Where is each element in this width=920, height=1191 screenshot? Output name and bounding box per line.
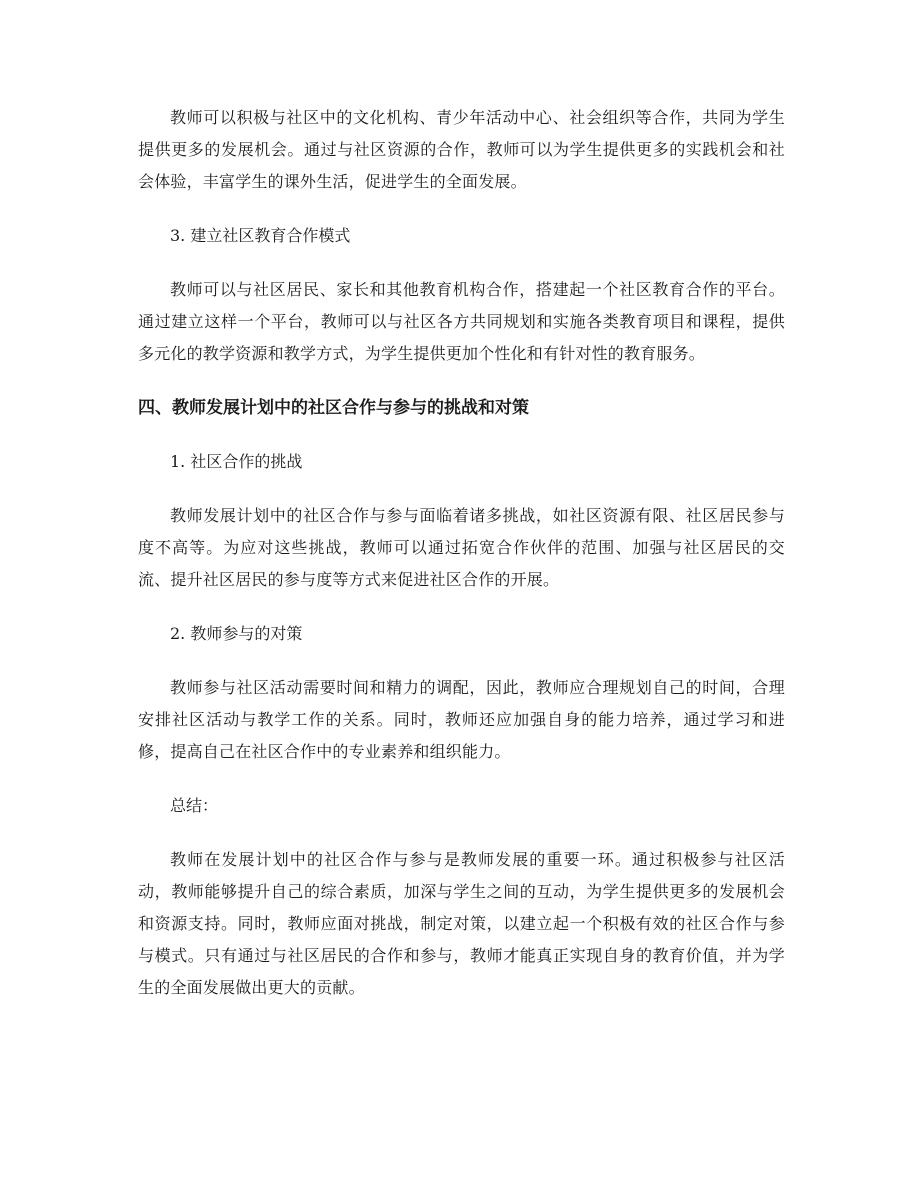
summary-label: 总结： <box>170 796 219 815</box>
paragraph-challenges: 教师发展计划中的社区合作与参与面临着诸多挑战，如社区资源有限、社区居民参与度不高等。为应对这些挑战，教师可以通过拓宽合作伙伴的范围、加强与社区居民的交流、提升社区居民的参与度等方式来促进社区合作的开展。 <box>138 506 785 589</box>
section-heading-4: 四、教师发展计划中的社区合作与参与的挑战和对策 <box>138 398 529 418</box>
paragraph-summary: 教师在发展计划中的社区合作与参与是教师发展的重要一环。通过积极参与社区活动，教师能够提升自己的综合素质，加深与学生之间的互动，为学生提供更多的发展机会和资源支持。同时，教师应面对挑战，制定对策，以建立起一个积极有效的社区合作与参与模式。只有通过与社区居民的合作和参与，教师才能真正实现自身的教育价值，并为学生的全面发展做出更大的贡献。 <box>138 850 785 997</box>
subheading-1: 1. 社区合作的挑战 <box>170 452 303 471</box>
subheading-3: 3. 建立社区教育合作模式 <box>170 226 351 245</box>
subheading-2: 2. 教师参与的对策 <box>170 624 303 643</box>
document-body <box>138 102 785 1004</box>
paragraph-education-platform: 教师可以与社区居民、家长和其他教育机构合作，搭建起一个社区教育合作的平台。通过建立这样一个平台，教师可以与社区各方共同规划和实施各类教育项目和课程，提供多元化的教学资源和教学方式，为学生提供更加个性化和有针对性的教育服务。 <box>138 280 785 363</box>
paragraph-strategies: 教师参与社区活动需要时间和精力的调配，因此，教师应合理规划自己的时间，合理安排社区活动与教学工作的关系。同时，教师还应加强自身的能力培养，通过学习和进修，提高自己在社区合作中的专业素养和组织能力。 <box>138 678 785 761</box>
paragraph-community-partners: 教师可以积极与社区中的文化机构、青少年活动中心、社会组织等合作，共同为学生提供更多的发展机会。通过与社区资源的合作，教师可以为学生提供更多的实践机会和社会体验，丰富学生的课外生活，促进学生的全面发展。 <box>138 108 785 191</box>
